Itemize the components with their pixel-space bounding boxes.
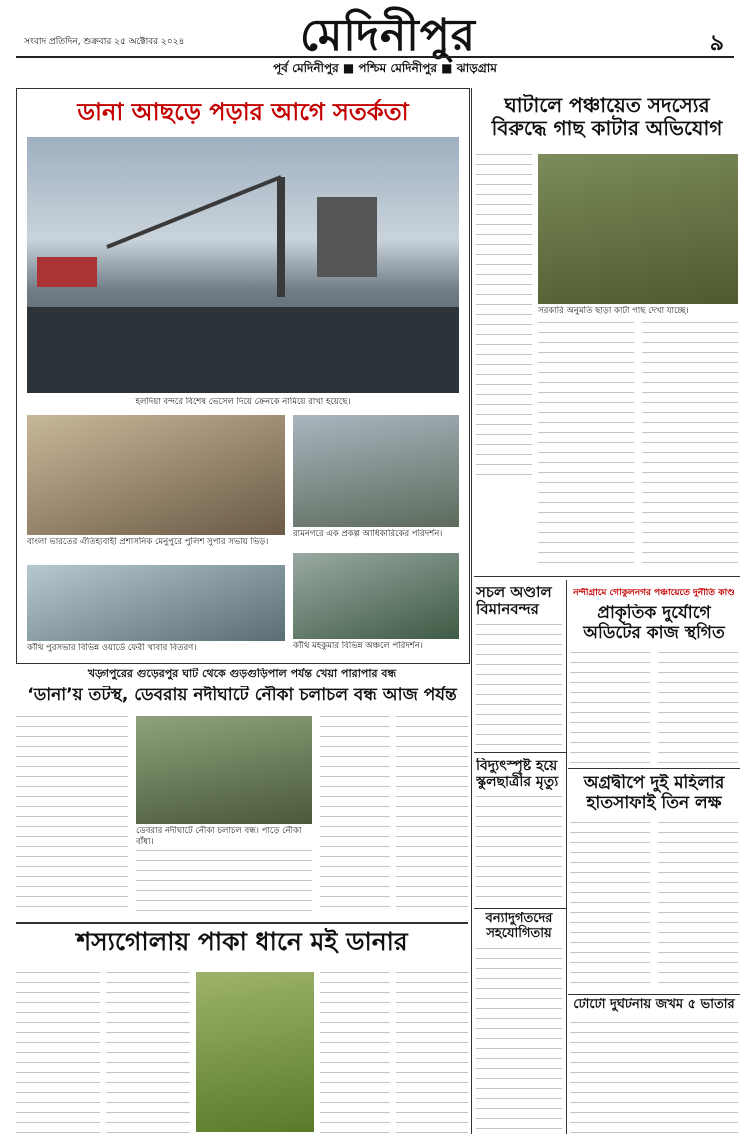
nandigram-kicker: নন্দীগ্রামে গোকুলনগর পঞ্চায়েতে দুর্নীতি কাণ্ড [573,588,735,598]
ferry-strip-headline: খড়্গপুরের গুড়েরপুর ঘাট থেকে গুড়গুড়িপাল পর্যন্ত খেয়া পারাপার বন্ধ [87,668,397,680]
contai-caption: কাঁথি মহকুমার বিভিন্ন অঞ্চলে পরিদর্শন। [293,641,423,651]
audit-headline: প্রাকৃতিক দুর্যোগে অডিটের কাজ স্থগিত [583,604,725,643]
masthead-dateline: সংবাদ প্রতিদিন, শুক্রবার ২৫ অক্টোবর ২০২৪ [24,37,185,47]
airport-body [476,624,562,748]
audit-body-col1 [570,652,650,764]
food-distribution-photo [27,565,285,641]
toto-body [570,1022,738,1134]
debra-headline: ‘ডানা’য় তটস্থ, ডেবরায় নদীঘাটে নৌকা চলাচল বন্ধ আজ পর্যন্ত [27,686,457,705]
crane-illustration [27,137,459,393]
relief-body [476,948,562,1134]
meeting-photo [27,415,285,535]
ghatal-rule [474,576,740,577]
relief-headline: বন্যাদুর্গতদের সহযোগিতায় [485,912,553,941]
paddy-body-col1 [16,972,100,1134]
audit-rule [568,768,740,769]
agradweep-body-col1 [570,822,650,990]
airport-headline: সচল অণ্ডাল বিমানবন্দর [476,584,552,619]
ghatal-body-col3 [642,322,738,566]
ghatal-body-col2 [538,322,634,566]
page-number: ৯ [709,31,724,56]
meeting-caption: বাংলা ভারতের ঐতিহ্যবাহী প্রশাসনিক মেনুপুরে পুলিশ সুপার সভায় ভিড়। [27,537,269,547]
lightning-rule [474,908,566,909]
lightning-headline: বিদ্যুৎস্পৃষ্ট হয়ে স্কুলছাত্রীর মৃত্যু [476,758,559,791]
dana-feature-headline: ডানা আছড়ে পড়ার আগে সতর্কতা [77,99,409,126]
masthead-title: মেদিনীপুর [300,10,476,61]
paddy-field-photo [196,972,314,1132]
agradweep-headline: অগ্রদ্বীপে দুই মহিলার হাতসাফাই তিন লক্ষ [583,774,725,813]
agradweep-rule [568,994,740,995]
ghatal-body-col1 [476,154,532,484]
tree-felling-photo [538,154,738,304]
debra-body-col1 [16,716,128,916]
debra-body-col2 [136,850,312,916]
column-separator-right [566,580,567,1134]
ramnagar-photo [293,415,459,527]
debra-body-col4 [396,716,468,916]
audit-body-col2 [658,652,738,764]
tree-felling-caption: সরকারি অনুমতি ছাড়া কাটা গাছ দেখা যাচ্ছে। [538,306,689,316]
toto-headline: টোটো দুর্ঘটনায় জখম ৫ ভাতার [573,998,735,1012]
ramnagar-caption: রামনগরে এক প্রকল্প আধিকারিকের পরিদর্শন। [293,529,443,539]
ghatal-headline: ঘাটালে পঞ্চায়েত সদস্যের বিরুদ্ধে গাছ কাটার অভিযোগ [491,94,723,140]
masthead-districts: পূর্ব মেদিনীপুর ■ পশ্চিম মেদিনীপুর ■ ঝাড়গ্রাম [273,61,497,75]
paddy-body-col4 [396,972,468,1134]
bottom-rule [16,922,468,924]
dana-photo-feature [16,88,470,664]
haldia-caption: হলদিয়া বন্দরে বিশেষ ভেসেল দিয়ে ক্রেনকে নামিয়ে রাখা হয়েছে। [135,397,351,407]
food-distribution-caption: কাঁথি পুরসভার বিভিন্ন ওয়ার্ডে ফেরী খাবার বিতরণ। [27,643,197,653]
airport-rule [474,752,566,753]
agradweep-body-col2 [658,822,738,990]
contai-photo [293,553,459,639]
paddy-body-col2 [106,972,190,1134]
debra-river-caption: ডেবরার নদীঘাটে নৌকা চলাচল বন্ধ। পাড়ে নৌকা বাঁধা। [136,826,302,847]
paddy-body-col3 [320,972,390,1134]
haldia-port-photo [27,137,459,393]
column-separator [471,88,472,1134]
lightning-body [476,796,562,906]
debra-body-col3 [320,716,390,916]
masthead-rule [16,56,734,58]
debra-river-photo [136,716,312,824]
paddy-headline: শস্যগোলায় পাকা ধানে মই ডানার [76,928,408,956]
